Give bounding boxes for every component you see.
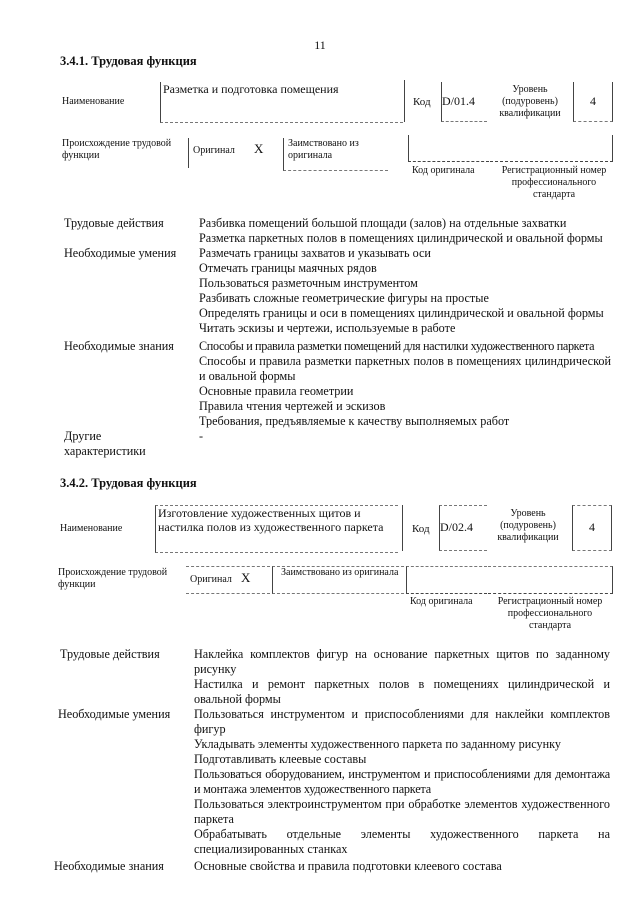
name-label-2: Наименование <box>60 523 123 534</box>
labor-actions-label-1: Трудовые действия <box>64 216 164 230</box>
level-label-1: Уровень (подуровень) квалификации <box>499 84 561 119</box>
code-value-1 <box>441 82 487 122</box>
other-label-1: Другие характеристики <box>64 429 146 458</box>
level-value-text-2: 4 <box>589 520 595 534</box>
skill-item: Определять границы и оси в помещениях цилиндрической и овальной формы <box>199 306 604 320</box>
origin-label-1: Происхождение трудовой функции <box>62 138 172 161</box>
knowledge-label-2: Необходимые знания <box>54 859 164 873</box>
borrowed-label-text-2: Заимствовано из оригинала <box>281 567 399 578</box>
code-original-box-1 <box>408 135 489 162</box>
skill-item: Пользоваться разметочным инструментом <box>199 276 418 290</box>
borrowed-label-text-1: Заимствовано из оригинала <box>288 138 359 161</box>
level-label-2: Уровень (подуровень) квалификации <box>497 508 559 543</box>
labor-action-item: Разметка паркетных полов в помещениях цилиндрической и овальной формы <box>199 231 603 245</box>
labor-action-item: Наклейка комплектов фигур на основание паркетных щитов по заданному рисунку <box>194 647 610 676</box>
name-label-1: Наименование <box>62 96 125 107</box>
labor-actions-label-2: Трудовые действия <box>60 647 160 661</box>
knowledge-label-1: Необходимые знания <box>64 339 174 353</box>
level-value-1 <box>573 82 613 122</box>
level-value-text-1: 4 <box>590 94 596 108</box>
knowledge-item: Правила чтения чертежей и эскизов <box>199 399 386 413</box>
knowledge-item: Основные свойства и правила подготовки клеевого состава <box>194 859 502 873</box>
skills-list-1 <box>199 246 611 336</box>
labor-actions-list-2 <box>194 647 610 707</box>
skill-item: Пользоваться оборудованием, инструментом и приспособлениями для демонтажа и монтажа элементов художественного паркета <box>194 767 610 796</box>
code-value-2 <box>439 505 487 551</box>
skill-item: Пользоваться электроинструментом при обработке элементов художественного паркета <box>194 797 610 826</box>
page-number: 11 <box>314 38 326 52</box>
borrowed-label-2 <box>272 566 409 594</box>
skill-item: Подготавливать клеевые составы <box>194 752 367 766</box>
skill-item: Пользоваться инструментом и приспособлениями для наклейки комплектов фигур <box>194 707 610 736</box>
divider <box>188 138 190 168</box>
divider <box>402 80 405 122</box>
skill-item: Читать эскизы и чертежи, используемые в работе <box>199 321 456 335</box>
name-value-text-2: Изготовление художественных щитов и настилка полов из художественного паркета <box>158 506 384 534</box>
skill-item: Укладывать элементы художественного паркета по заданному рисунку <box>194 737 561 751</box>
labor-actions-list-1 <box>199 216 611 246</box>
code-label-2: Код <box>412 523 430 535</box>
original-box-2 <box>186 566 270 594</box>
knowledge-item: Основные правила геометрии <box>199 384 354 398</box>
name-value-text-1: Разметка и подготовка помещения <box>163 82 339 96</box>
reg-number-label-1: Регистрационный номер профессионального стандарта <box>501 165 607 200</box>
original-label-2: Оригинал <box>190 574 232 585</box>
labor-action-item: Настилка и ремонт паркетных полов в помещениях цилиндрической и овальной формы <box>194 677 610 706</box>
skills-label-1: Необходимые умения <box>64 246 177 260</box>
divider <box>400 505 403 551</box>
knowledge-item: Требования, предъявляемые к качеству выполняемых работ <box>199 414 510 428</box>
section-heading-2: 3.4.2. Трудовая функция <box>60 476 197 490</box>
skills-label-2: Необходимые умения <box>58 707 171 721</box>
labor-action-item: Разбивка помещений большой площади (залов) на отдельные захватки <box>199 216 567 230</box>
skills-list-2 <box>194 707 610 857</box>
name-value-2 <box>155 505 398 553</box>
reg-number-label-2: Регистрационный номер профессионального стандарта <box>497 596 603 631</box>
reg-number-box-2 <box>488 566 613 594</box>
code-original-label-1: Код оригинала <box>412 165 475 176</box>
reg-number-box-1 <box>490 135 613 162</box>
code-label-1: Код <box>413 96 431 108</box>
original-mark-1: X <box>254 141 264 156</box>
skill-item: Размечать границы захватов и указывать оси <box>199 246 431 260</box>
section-heading-1: 3.4.1. Трудовая функция <box>60 54 197 68</box>
code-original-box-2 <box>406 566 487 594</box>
code-value-text-2: D/02.4 <box>440 520 473 534</box>
code-original-label-2: Код оригинала <box>410 596 473 607</box>
name-value-1 <box>160 82 403 123</box>
level-value-2 <box>572 505 612 551</box>
original-label-1: Оригинал <box>193 145 235 156</box>
borrowed-label-1 <box>283 138 388 171</box>
knowledge-item: Способы и правила разметки помещений для настилки художественного паркета <box>199 339 595 353</box>
original-mark-2: X <box>241 570 251 585</box>
knowledge-list-1 <box>199 339 611 429</box>
knowledge-list-2 <box>194 859 610 874</box>
skill-item: Обрабатывать отдельные элементы художественного паркета на специализированных станках <box>194 827 610 856</box>
other-value-1: - <box>199 429 204 443</box>
origin-label-2: Происхождение трудовой функции <box>58 567 168 590</box>
knowledge-item: Способы и правила разметки паркетных полов в помещениях цилиндрической и овальной формы <box>199 354 611 383</box>
skill-item: Разбивать сложные геометрические фигуры на простые <box>199 291 489 305</box>
code-value-text-1: D/01.4 <box>442 94 475 108</box>
skill-item: Отмечать границы маячных рядов <box>199 261 377 275</box>
